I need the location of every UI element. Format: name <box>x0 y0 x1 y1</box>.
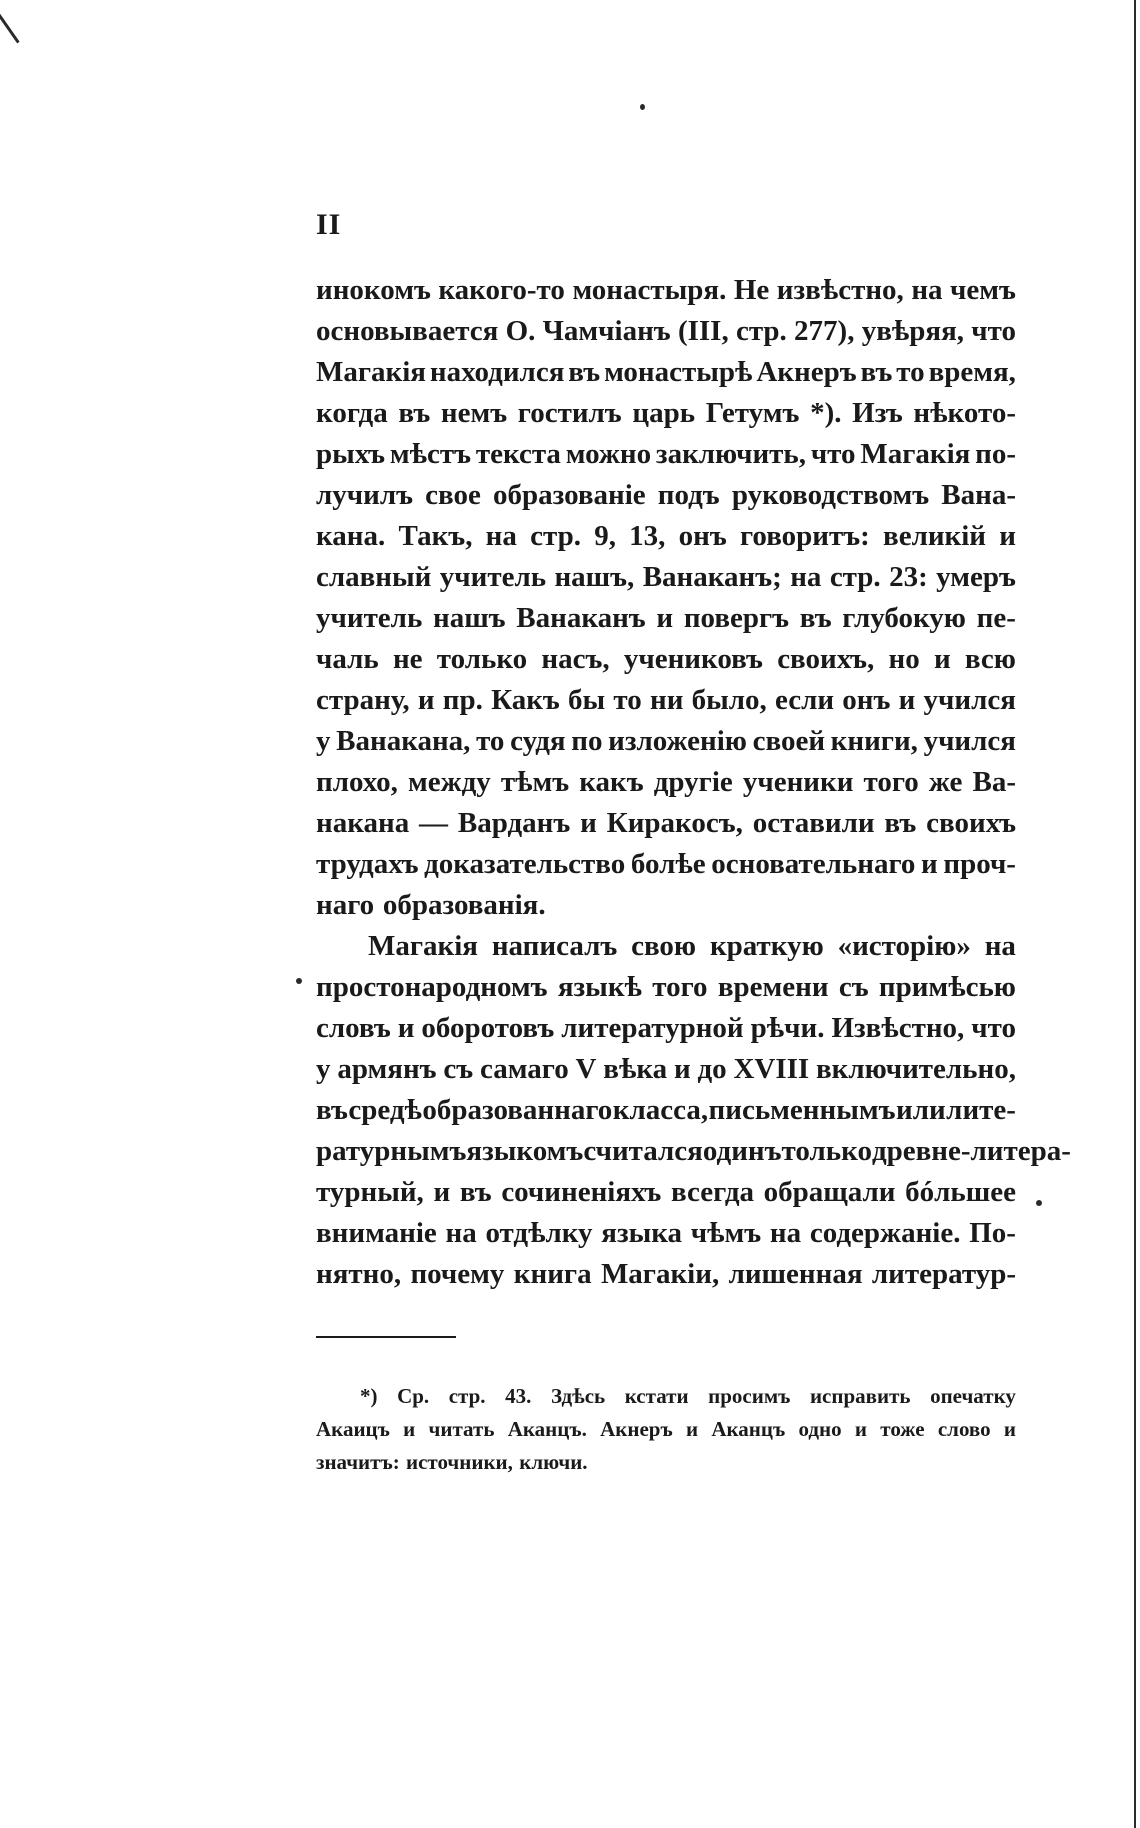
word: самаго <box>479 1053 569 1085</box>
word: литературной <box>561 1012 744 1044</box>
word: 23: <box>889 561 928 593</box>
word: и <box>673 1053 691 1085</box>
word: Аканцъ. <box>507 1417 587 1441</box>
word: опечатку <box>930 1384 1016 1408</box>
word: инокомъ <box>316 274 431 306</box>
word: учился <box>923 684 1016 716</box>
text-line <box>316 1380 1016 1413</box>
footnote-divider <box>316 1336 456 1338</box>
word: было, <box>691 684 767 716</box>
word: и <box>685 1417 699 1441</box>
word: въ <box>568 356 601 388</box>
word: того <box>863 766 919 798</box>
word: у <box>316 1053 331 1085</box>
word: что <box>971 315 1016 347</box>
word: основывается <box>316 315 499 347</box>
word: и <box>898 684 916 716</box>
word: одинъ <box>702 1135 782 1167</box>
text-line <box>316 1131 1071 1172</box>
word: что <box>971 1012 1016 1044</box>
text-line <box>316 844 1016 885</box>
word: просимъ <box>708 1384 791 1408</box>
word: лучилъ <box>316 479 414 511</box>
word: 13, <box>629 520 666 552</box>
word: включительно, <box>816 1053 1016 1085</box>
word: монастырѣ <box>604 356 753 388</box>
word: По- <box>969 1217 1016 1249</box>
word: насъ, <box>541 643 610 675</box>
word: стр. <box>829 561 881 593</box>
word: въ <box>316 1094 348 1126</box>
word: образованія. <box>382 889 546 921</box>
word: только <box>781 1135 872 1167</box>
text-line <box>316 680 1016 721</box>
word: изложенію <box>608 725 747 757</box>
word: страну, <box>316 684 410 716</box>
word: пе- <box>976 602 1016 634</box>
word: въ <box>860 356 893 388</box>
word: на <box>790 561 822 593</box>
word: и <box>580 807 597 839</box>
word: сочиненіяхъ <box>501 1176 662 1208</box>
word: и <box>433 1176 451 1208</box>
word: краткую <box>709 930 824 962</box>
word: литератур- <box>871 1258 1016 1290</box>
word: мѣстъ <box>389 438 472 470</box>
word: (III, <box>677 315 729 347</box>
word: армянъ <box>337 1053 437 1085</box>
word: основательнаго <box>711 848 916 880</box>
word: средѣ <box>348 1094 422 1126</box>
word: класса, <box>612 1094 709 1126</box>
word: великій <box>883 520 987 552</box>
word: написалъ <box>491 930 618 962</box>
word: примѣсью <box>878 971 1016 1003</box>
word: Чамчіанъ <box>542 315 671 347</box>
text-line <box>316 885 1016 926</box>
word: Акнеръ <box>600 1417 673 1441</box>
word: чаль <box>316 643 379 675</box>
word: то <box>613 684 642 716</box>
word: если <box>774 684 835 716</box>
word: руководствомъ <box>731 479 930 511</box>
word: заключить, <box>655 438 807 470</box>
text-line <box>316 1172 1016 1213</box>
word: трудахъ <box>316 848 419 880</box>
word: того <box>652 971 708 1003</box>
word: увѣряя, <box>861 315 965 347</box>
word: или <box>896 1094 946 1126</box>
scan-mark <box>640 104 645 110</box>
word: обращали <box>763 1176 896 1208</box>
word: онъ <box>678 520 727 552</box>
word: текста <box>475 438 561 470</box>
word: учитель <box>439 561 547 593</box>
text-line <box>316 557 1016 598</box>
page-number: II <box>316 208 342 241</box>
word: въ <box>799 602 832 634</box>
word: гостилъ <box>517 397 622 429</box>
word: языка <box>601 1217 683 1249</box>
word: онъ <box>842 684 891 716</box>
word: ключи. <box>519 1450 588 1474</box>
word: Ванакана, <box>336 725 471 757</box>
word: можно <box>565 438 652 470</box>
word: монастыря. <box>572 274 727 306</box>
text-line <box>316 598 1016 639</box>
word: говоритъ: <box>739 520 870 552</box>
word: проч- <box>943 848 1016 880</box>
word: Вана- <box>941 479 1016 511</box>
word: Здѣсь <box>550 1384 606 1408</box>
word: съ <box>838 971 869 1003</box>
word: нѣкото- <box>913 397 1016 429</box>
word: одно <box>798 1417 842 1441</box>
word: но <box>888 643 920 675</box>
text-line <box>316 1254 1016 1295</box>
word: наго <box>316 889 375 921</box>
word: времени <box>717 971 829 1003</box>
word: рѣчи. <box>750 1012 825 1044</box>
word: нашъ, <box>554 561 635 593</box>
word: свое <box>425 479 481 511</box>
word: оставили <box>752 807 875 839</box>
word: Акнеръ <box>756 356 857 388</box>
word: рыхъ <box>316 438 386 470</box>
word: и <box>921 848 938 880</box>
word: значитъ: <box>316 1450 400 1474</box>
scan-page-edge <box>1134 0 1136 1828</box>
word: *) <box>360 1384 378 1408</box>
word: на <box>911 274 943 306</box>
text-line <box>316 1213 1016 1254</box>
word: стр. <box>735 315 787 347</box>
word: съ <box>443 1053 474 1085</box>
text-line <box>316 721 1016 762</box>
text-line <box>316 639 1016 680</box>
word: Изъ <box>852 397 903 429</box>
word: Не <box>733 274 770 306</box>
word: Какъ <box>491 684 560 716</box>
word: Магакія <box>316 356 426 388</box>
word: лите- <box>946 1094 1016 1126</box>
word: О. <box>505 315 536 347</box>
text-line <box>316 311 1016 352</box>
scan-mark <box>296 978 302 984</box>
word: Варданъ <box>457 807 571 839</box>
word: на <box>445 1217 477 1249</box>
word: до <box>697 1053 727 1085</box>
word: въ <box>398 397 431 429</box>
word: плохо, <box>316 766 398 798</box>
word: письменнымъ <box>708 1094 896 1126</box>
word: образованнаго <box>422 1094 613 1126</box>
word: стр. <box>448 1384 486 1408</box>
word: бы <box>568 684 606 716</box>
word: чѣмъ <box>690 1217 762 1249</box>
word: въ <box>459 1176 492 1208</box>
word: то <box>476 725 505 757</box>
word: немъ <box>440 397 508 429</box>
word: бóльшее <box>905 1176 1016 1208</box>
word: Ва- <box>972 766 1016 798</box>
word: чемъ <box>950 274 1016 306</box>
word: 277), <box>794 315 855 347</box>
word: ни <box>649 684 684 716</box>
text-line <box>316 803 1016 844</box>
word: Ванаканъ; <box>642 561 782 593</box>
word: своихъ, <box>777 643 875 675</box>
word: нашъ <box>432 602 506 634</box>
word: словъ <box>316 1012 391 1044</box>
word: кана. <box>316 520 386 552</box>
word: царь <box>632 397 696 429</box>
word: повергъ <box>683 602 790 634</box>
word: 9, <box>594 520 616 552</box>
word: накана <box>316 807 410 839</box>
text-line <box>316 1446 1016 1479</box>
word: — <box>419 807 449 839</box>
word: по <box>571 725 603 757</box>
word: находился <box>429 356 565 388</box>
word: только <box>436 643 528 675</box>
word: источники, <box>406 1450 513 1474</box>
word: на <box>485 520 517 552</box>
word: извѣстно, <box>776 274 904 306</box>
text-line <box>316 270 1016 311</box>
word: и <box>854 1417 868 1441</box>
text-line <box>316 516 1016 557</box>
word: Магакія <box>860 438 971 470</box>
word: и <box>403 1417 416 1441</box>
word: на <box>769 1217 802 1249</box>
word: вѣка <box>603 1053 668 1085</box>
footnotes <box>316 1380 1016 1479</box>
word: между <box>407 766 491 798</box>
word: оборотовъ <box>421 1012 555 1044</box>
word: нятно, <box>316 1258 402 1290</box>
word: Киракосъ, <box>606 807 743 839</box>
word: какого-то <box>438 274 565 306</box>
word: свою <box>631 930 697 962</box>
word: Такъ, <box>398 520 473 552</box>
word: доказательство <box>424 848 626 880</box>
word: подъ <box>657 479 720 511</box>
word: и <box>933 643 951 675</box>
text-line <box>316 393 1016 434</box>
word: судя <box>510 725 566 757</box>
text-line <box>316 762 1016 803</box>
word: то <box>896 356 925 388</box>
word: и <box>417 684 435 716</box>
word: слово <box>937 1417 991 1441</box>
word: и <box>656 602 674 634</box>
word: читать <box>428 1417 495 1441</box>
text-line <box>316 475 1016 516</box>
word: Магакіи, <box>600 1258 720 1290</box>
word: не <box>392 643 423 675</box>
word: V <box>575 1053 597 1085</box>
word: *). <box>810 397 842 429</box>
word: стр. <box>530 520 581 552</box>
word: «исторію» <box>837 930 971 962</box>
word: всегда <box>670 1176 754 1208</box>
word: древне-литера- <box>871 1135 1071 1167</box>
text-line <box>316 1090 1016 1131</box>
word: учился <box>923 725 1016 757</box>
word: турный, <box>316 1176 424 1208</box>
word: глубокую <box>842 602 966 634</box>
word: кстати <box>624 1384 689 1408</box>
word: и <box>1003 1417 1016 1441</box>
word: Акаицъ <box>316 1417 390 1441</box>
word: своихъ <box>926 807 1016 839</box>
word: Извѣстно, <box>831 1012 965 1044</box>
text-line <box>316 967 1016 1008</box>
word: что <box>810 438 856 470</box>
word: когда <box>316 397 388 429</box>
word: всю <box>964 643 1016 675</box>
word: Гетумъ <box>705 397 800 429</box>
word: считался <box>583 1135 703 1167</box>
word: лишенная <box>728 1258 863 1290</box>
word: и <box>397 1012 415 1044</box>
word: славный <box>316 561 432 593</box>
word: учениковъ <box>623 643 763 675</box>
word: книги, <box>830 725 918 757</box>
word: ученики <box>742 766 854 798</box>
text-line <box>316 352 1016 393</box>
word: какъ <box>579 766 644 798</box>
word: и <box>999 520 1016 552</box>
word: 43. <box>505 1384 532 1408</box>
word: на <box>984 930 1016 962</box>
word: у <box>316 725 331 757</box>
word: вниманіе <box>316 1217 437 1249</box>
word: исправить <box>809 1384 911 1408</box>
word: въ <box>884 807 917 839</box>
word: почему <box>410 1258 505 1290</box>
word: ратурнымъ <box>316 1135 467 1167</box>
text-line <box>316 926 1016 967</box>
word: образованіе <box>492 479 646 511</box>
word: другіе <box>653 766 733 798</box>
text-line <box>316 1008 1016 1049</box>
word: языкомъ <box>466 1135 584 1167</box>
word: Ванаканъ <box>516 602 646 634</box>
word: время, <box>928 356 1016 388</box>
word: отдѣлку <box>485 1217 593 1249</box>
text-line <box>316 1413 1016 1446</box>
word: содержаніе. <box>809 1217 961 1249</box>
word: своей <box>752 725 826 757</box>
scan-mark <box>0 11 20 44</box>
word: языкѣ <box>557 971 642 1003</box>
scan-mark <box>1036 1200 1042 1206</box>
word: Аканцъ <box>711 1417 786 1441</box>
word: болѣе <box>630 848 706 880</box>
word: по- <box>975 438 1016 470</box>
word: учитель <box>316 602 423 634</box>
text-line <box>316 434 1016 475</box>
word: XVIII <box>733 1053 810 1085</box>
word: же <box>928 766 963 798</box>
word: умеръ <box>936 561 1016 593</box>
text-line <box>316 1049 1016 1090</box>
word: пр. <box>442 684 483 716</box>
word: Магакія <box>368 930 478 962</box>
body-text <box>316 270 1071 1295</box>
word: тѣмъ <box>500 766 570 798</box>
word: книга <box>513 1258 592 1290</box>
word: Ср. <box>397 1384 430 1408</box>
word: простонародномъ <box>316 971 548 1003</box>
word: тоже <box>880 1417 925 1441</box>
